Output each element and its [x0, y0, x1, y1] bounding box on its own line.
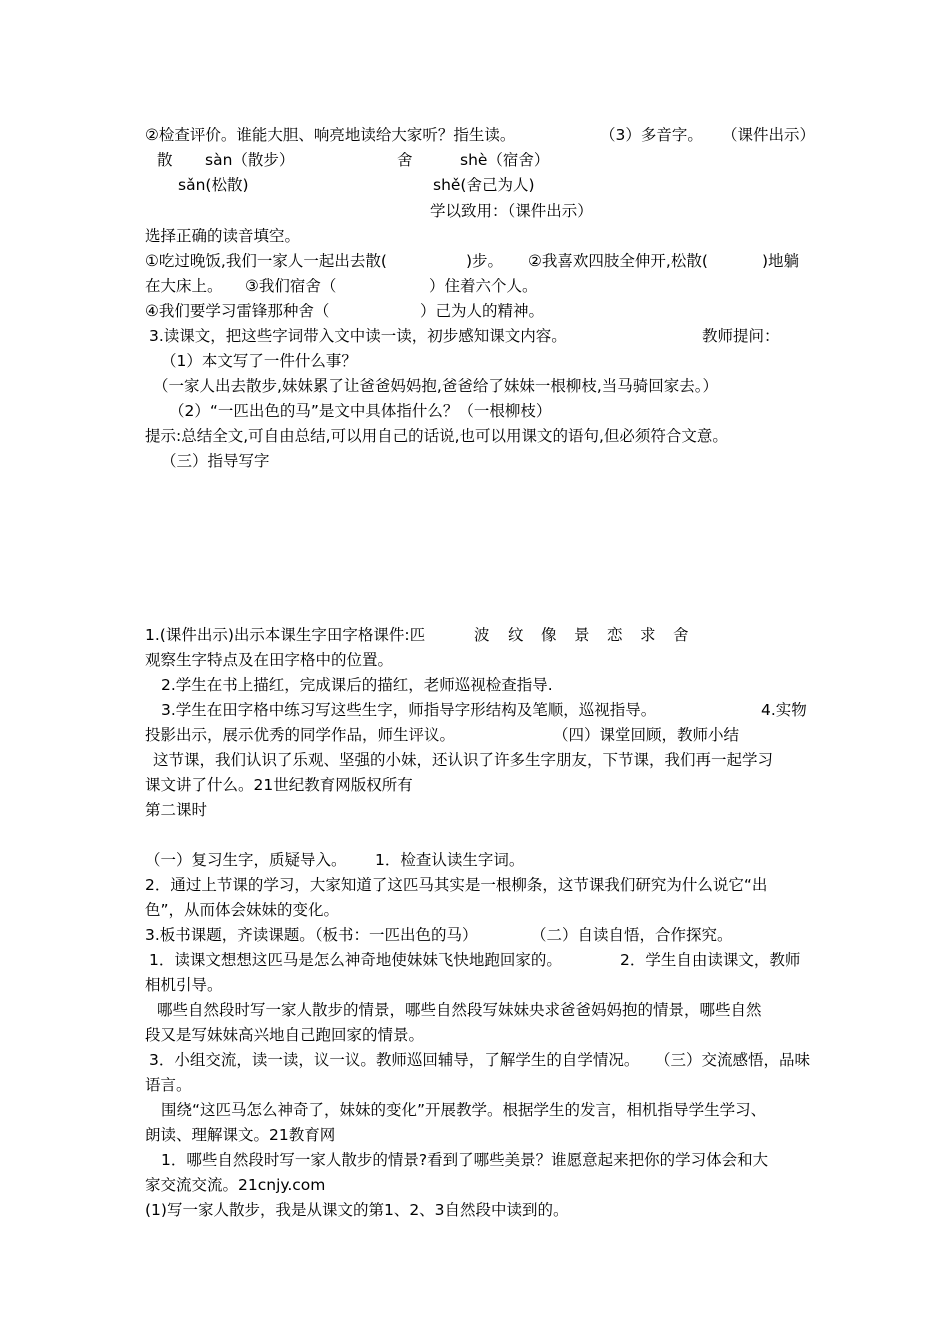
section-heading: 第二课时	[145, 801, 208, 819]
text-line: 像	[541, 626, 557, 644]
text-line: 学以致用：（课件出示）	[430, 202, 593, 220]
text-line: （课件出示）	[722, 126, 816, 144]
text-line: 朗读、理解课文。21教育网	[145, 1126, 336, 1144]
text-line: 色”，从而体会妹妹的变化。	[145, 901, 340, 919]
text-line: 景	[574, 626, 590, 644]
text-line: (1)写一家人散步，我是从课文的第1、2、3自然段中读到的。	[145, 1201, 569, 1219]
text-line: ②我喜欢四肢全伸开,松散(	[528, 252, 708, 270]
text-line: 3.读课文，把这些字词带入文中读一读，初步感知课文内容。	[149, 327, 567, 345]
text-line: 课文讲了什么。21世纪教育网版权所有	[145, 776, 413, 794]
text-line: 1．读课文想想这匹马是怎么神奇地使妹妹飞快地跑回家的。	[149, 951, 562, 969]
text-line: )步。	[466, 252, 504, 270]
text-line: 波	[474, 626, 490, 644]
text-line: 3．小组交流，读一读，议一议。教师巡回辅导，了解学生的自学情况。	[149, 1051, 640, 1069]
text-line: ）己为人的精神。	[420, 302, 545, 320]
text-line: 围绕“这匹马怎么神奇了，妹妹的变化”开展教学。根据学生的发言，相机指导学生学习、	[161, 1101, 767, 1119]
text-line: 观察生字特点及在田字格中的位置。	[145, 651, 394, 669]
text-line: 这节课，我们认识了乐观、坚强的小妹，还认识了许多生字朋友，下节课，我们再一起学习	[153, 751, 774, 769]
text-line: shè（宿舍）	[460, 151, 550, 169]
text-line: shě(舍己为人)	[433, 176, 535, 194]
text-line: 2．通过上节课的学习，大家知道了这匹马其实是一根柳条，这节课我们研究为什么说它“出	[145, 876, 768, 894]
text-line: （三）交流感悟，品味	[655, 1051, 811, 1069]
text-line: 3.学生在田字格中练习写这些生字，师指导字形结构及笔顺，巡视指导。	[161, 701, 657, 719]
text-line: （三）指导写字	[161, 452, 270, 470]
text-line: 恋	[607, 626, 623, 644]
text-line: ）住着六个人。	[429, 277, 538, 295]
text-line: （一）复习生字，质疑导入。	[145, 851, 347, 869]
text-line: 1．检查认读生字词。	[375, 851, 525, 869]
text-line: 选择正确的读音填空。	[145, 227, 301, 245]
text-line: ③我们宿舍（	[245, 277, 337, 295]
text-line: sàn（散步）	[205, 151, 295, 169]
text-line: ①吃过晚饭,我们一家人一起出去散(	[145, 252, 387, 270]
text-line: 纹	[508, 626, 524, 644]
text-line: 2．学生自由读课文，教师	[620, 951, 801, 969]
text-line: 4.实物	[761, 701, 807, 719]
text-line: 教师提问：	[702, 327, 780, 345]
text-line: （2）“一匹出色的马”是文中具体指什么？（一根柳枝）	[169, 402, 552, 420]
text-line: ②检查评价。谁能大胆、响亮地读给大家听？指生读。	[145, 126, 516, 144]
text-line: 舍	[397, 151, 413, 169]
text-line: )地躺	[762, 252, 800, 270]
text-line: 哪些自然段时写一家人散步的情景，哪些自然段写妹妹央求爸爸妈妈抱的情景，哪些自然	[157, 1001, 762, 1019]
text-line: 家交流交流。21cnjy.com	[145, 1176, 326, 1194]
text-line: 舍	[673, 626, 689, 644]
text-line: （1）本文写了一件什么事？	[161, 352, 357, 370]
text-line: （二）自读自悟，合作探究。	[531, 926, 733, 944]
text-line: 段又是写妹妹高兴地自己跑回家的情景。	[145, 1026, 425, 1044]
text-line: 相机引导。	[145, 976, 223, 994]
text-line: （3）多音字。	[600, 126, 703, 144]
text-line: （四）课堂回顾，教师小结	[553, 726, 740, 744]
text-line: 提示:总结全文,可自由总结,可以用自己的话说,也可以用课文的语句,但必须符合文意。	[145, 427, 728, 445]
text-line: 求	[640, 626, 656, 644]
text-line: 1.(课件出示)出示本课生字田字格课件:匹	[145, 626, 426, 644]
text-line: 3.板书课题，齐读课题。（板书：一匹出色的马）	[145, 926, 478, 944]
text-line: （一家人出去散步,妹妹累了让爸爸妈妈抱,爸爸给了妹妹一根柳枝,当马骑回家去。）	[153, 377, 719, 395]
text-line: sǎn(松散)	[178, 176, 249, 194]
text-line: 1．哪些自然段时写一家人散步的情景?看到了哪些美景？谁愿意起来把你的学习体会和大	[161, 1151, 769, 1169]
text-line: 2.学生在书上描红，完成课后的描红，老师巡视检查指导.	[161, 676, 553, 694]
text-line: 语言。	[145, 1076, 192, 1094]
text-line: ④我们要学习雷锋那种舍（	[145, 302, 330, 320]
text-line: 在大床上。	[145, 277, 223, 295]
text-line: 散	[157, 151, 173, 169]
text-line: 投影出示，展示优秀的同学作品，师生评议。	[145, 726, 456, 744]
